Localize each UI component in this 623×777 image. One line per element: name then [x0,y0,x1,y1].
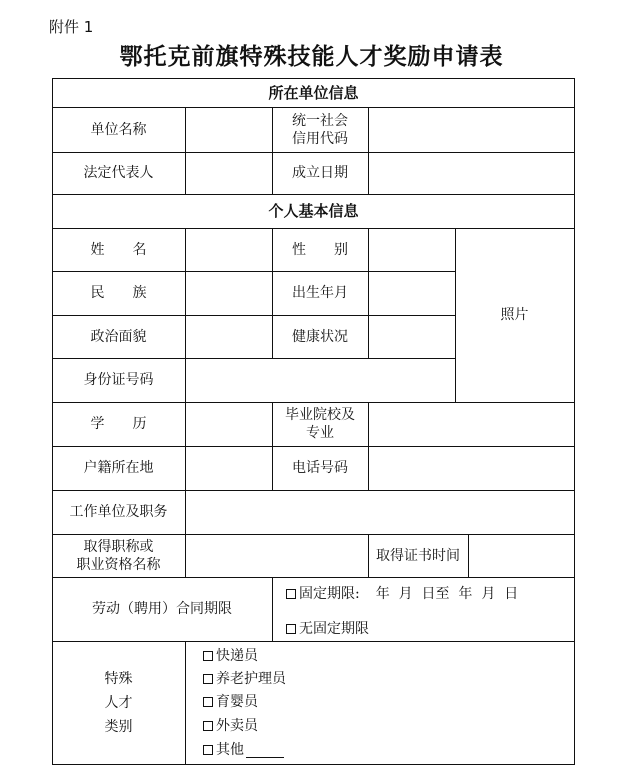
contract-label: 劳动（聘用）合同期限 [92,601,232,617]
category-option-label: 养老护理员 [216,671,286,687]
title-qual-label: 取得职称或 职业资格名称 [76,538,161,573]
education-field[interactable] [186,403,272,446]
category-checkbox[interactable] [203,745,213,755]
category-option-label: 育婴员 [216,694,258,710]
category-option[interactable] [203,715,403,737]
unit-section-header: 所在单位信息 [268,83,359,102]
cert-time-label: 取得证书时间 [376,547,460,564]
category-option-label: 其他 [216,742,244,758]
birth-field[interactable] [369,272,455,315]
legal-rep-field[interactable] [186,153,272,194]
grid-line [574,78,575,765]
established-label: 成立日期 [292,165,348,181]
id-number-label: 身份证号码 [83,372,154,388]
category-label: 特殊 人才 类别 [104,670,133,735]
category-option-label: 快递员 [216,648,258,664]
category-option[interactable] [203,668,403,690]
work-unit-label: 工作单位及职务 [69,504,168,520]
personal-section-header: 个人基本信息 [268,202,359,220]
other-blank-field[interactable] [246,743,284,758]
grid-line [185,641,186,764]
political-field[interactable] [186,316,272,358]
education-label: 学 历 [90,416,147,432]
no-fixed-term-option[interactable] [286,618,572,640]
gender-field[interactable] [369,229,455,271]
id-number-field[interactable] [186,359,455,402]
household-field[interactable] [186,447,272,490]
fixed-term-option[interactable] [286,583,572,605]
health-field[interactable] [369,316,455,358]
category-option[interactable] [203,691,403,713]
legal-rep-label: 法定代表人 [83,165,154,181]
ethnicity-label: 民 族 [90,285,147,301]
credit-code-field[interactable] [369,108,574,152]
name-field[interactable] [186,229,272,271]
no-fixed-term-checkbox[interactable] [286,624,296,634]
unit-name-field[interactable] [186,108,272,152]
school-label: 毕业院校及 专业 [285,407,355,441]
work-unit-field[interactable] [186,491,574,534]
fixed-term-date: 年 月 日至 年 月 日 [375,586,519,602]
name-label: 姓 名 [90,241,147,258]
category-checkbox[interactable] [203,721,213,731]
form-title: 鄂托克前旗特殊技能人才奖励申请表 [119,44,504,70]
title-qual-field[interactable] [186,535,368,577]
category-checkbox[interactable] [203,697,213,707]
category-option[interactable] [203,739,403,761]
category-checkbox[interactable] [203,651,213,661]
political-label: 政治面貌 [90,328,147,345]
fixed-term-label: 固定期限: [299,586,360,602]
birth-label: 出生年月 [292,285,348,301]
household-label: 户籍所在地 [83,460,154,476]
phone-field[interactable] [369,447,574,490]
school-field[interactable] [369,403,574,446]
established-field[interactable] [369,153,574,194]
ethnicity-field[interactable] [186,272,272,315]
no-fixed-term-label: 无固定期限 [299,621,369,637]
gender-label: 性 别 [292,241,348,258]
photo-box[interactable]: 照片 [500,307,529,323]
category-option-label: 外卖员 [216,718,258,734]
phone-label: 电话号码 [292,460,348,476]
credit-code-label: 统一社会 信用代码 [292,112,348,147]
grid-line [272,577,273,641]
grid-line [52,764,575,765]
health-label: 健康状况 [292,328,348,345]
category-checkbox[interactable] [203,674,213,684]
unit-name-label: 单位名称 [90,121,147,138]
category-option[interactable] [203,645,403,667]
cert-time-field[interactable] [469,535,574,577]
attachment-label: 附件 1 [49,18,94,36]
fixed-term-checkbox[interactable] [286,589,296,599]
